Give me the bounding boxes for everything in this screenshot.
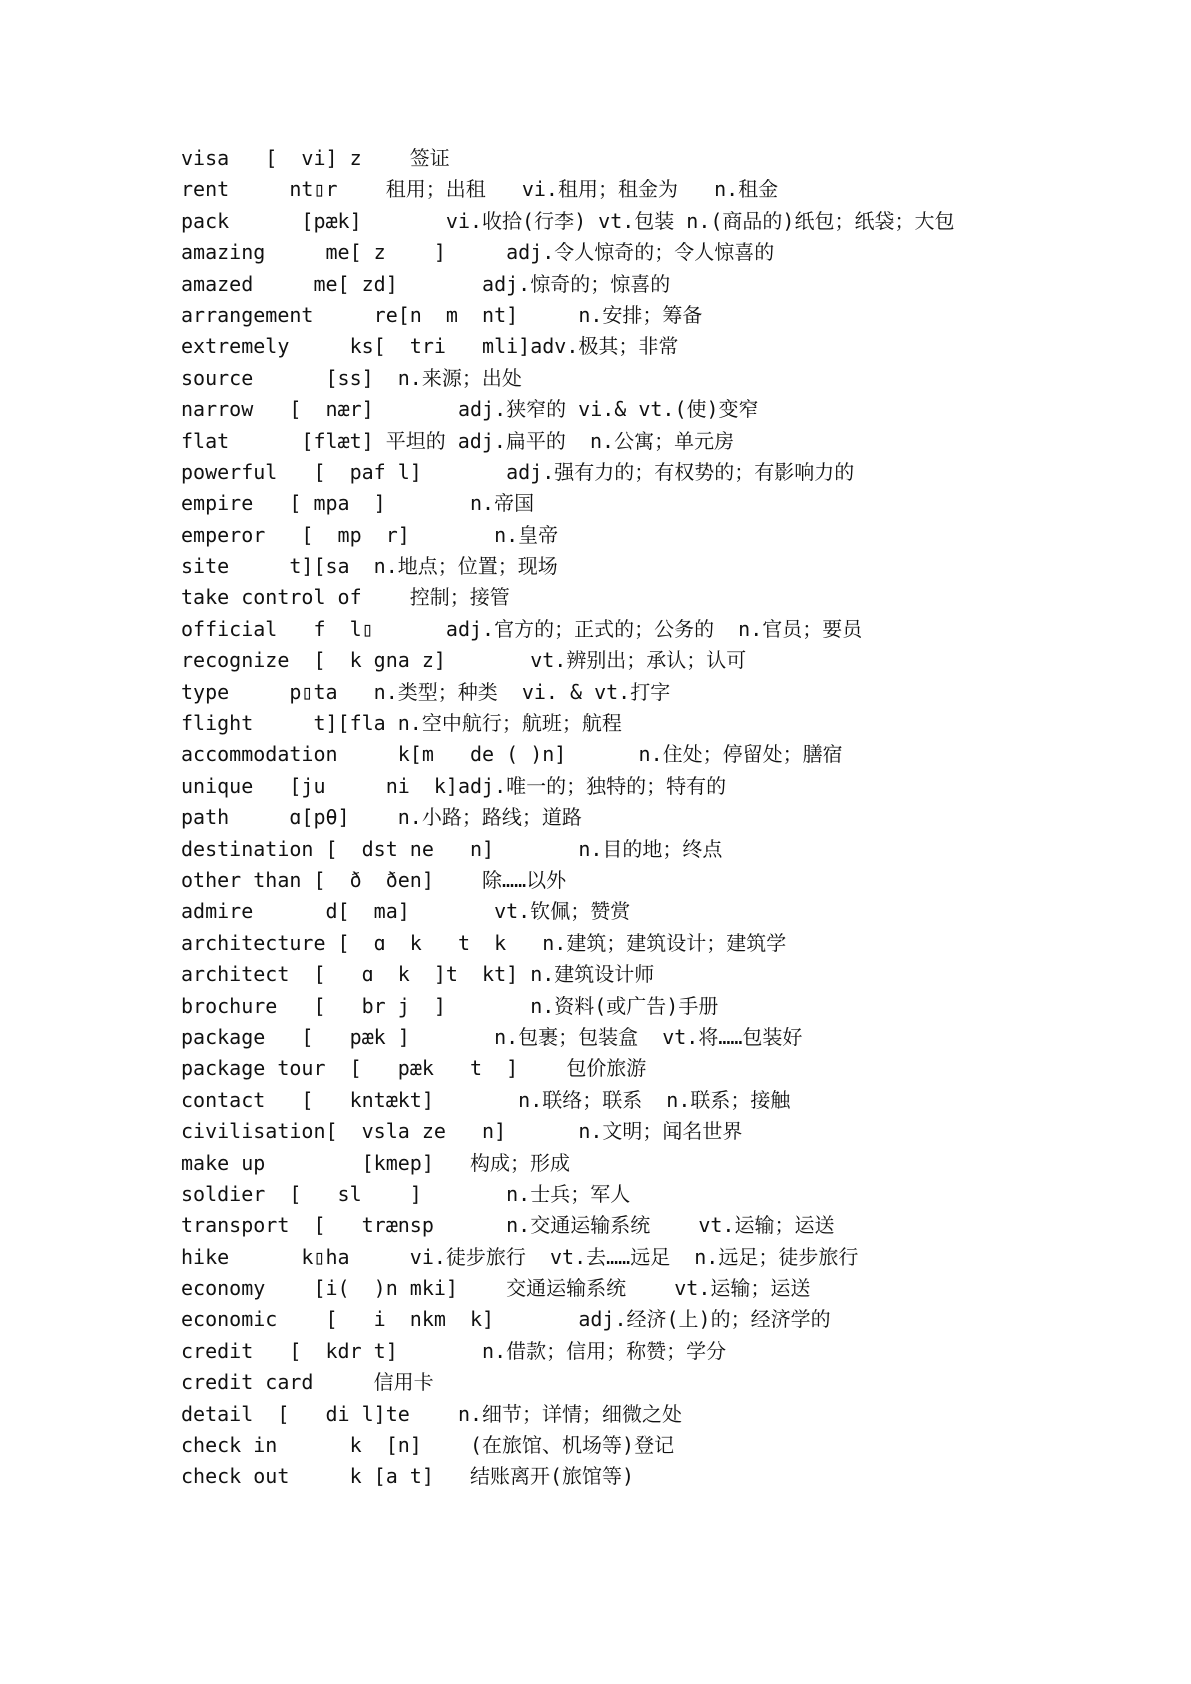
vocab-entry: destination [ dst ne n] n.目的地；终点 (181, 836, 723, 861)
vocab-entry: path ɑ[pθ] n.小路；路线；道路 (181, 805, 582, 830)
vocab-entry: credit card 信用卡 (181, 1370, 434, 1395)
vocab-entry: architect [ ɑ k ]t kt] n.建筑设计师 (181, 962, 655, 987)
vocab-entry: official f l▯ adj.官方的；正式的；公务的 n.官员；要员 (181, 616, 863, 641)
vocab-entry: arrangement re[n m nt] n.安排；筹备 (181, 302, 703, 327)
vocab-entry: package tour [ pæk t ] 包价旅游 (181, 1056, 647, 1081)
vocab-entry: check in k [n] (在旅馆、机场等)登记 (181, 1433, 675, 1458)
vocab-entry: take control of 控制；接管 (181, 585, 510, 610)
vocab-entry: economic [ i nkm k] adj.经济(上)的；经济学的 (181, 1307, 831, 1332)
vocab-entry: flat [flæt] 平坦的 adj.扁平的 n.公寓；单元房 (181, 428, 735, 453)
vocab-entry: type p▯ta n.类型；种类 vi. & vt.打字 (181, 679, 671, 704)
vocab-entry: empire [ mpa ] n.帝国 (181, 491, 535, 516)
vocab-entry: powerful [ paf l] adj.强有力的；有权势的；有影响力的 (181, 459, 855, 484)
vocab-entry: economy [i( )n mki] 交通运输系统 vt.运输；运送 (181, 1276, 811, 1301)
vocab-entry: soldier [ sl ] n.士兵；军人 (181, 1181, 631, 1206)
vocab-entry: transport [ trænsp n.交通运输系统 vt.运输；运送 (181, 1213, 835, 1238)
vocab-entry: narrow [ nær] adj.狭窄的 vi.& vt.(使)变窄 (181, 397, 759, 422)
vocab-entry: emperor [ mp r] n.皇帝 (181, 522, 559, 547)
vocab-entry: credit [ kdr t] n.借款；信用；称赞；学分 (181, 1338, 727, 1363)
vocabulary-list (181, 143, 1141, 1493)
vocab-entry: check out k [a t] 结账离开(旅馆等) (181, 1464, 635, 1489)
vocab-entry: rent nt▯r 租用；出租 vi.租用；租金为 n.租金 (181, 177, 779, 202)
vocab-entry: amazed me[ zd] adj.惊奇的；惊喜的 (181, 271, 671, 296)
vocab-entry: detail [ di l]te n.细节；详情；细微之处 (181, 1401, 683, 1426)
vocab-entry: brochure [ br j ] n.资料(或广告)手册 (181, 993, 719, 1018)
vocab-entry: other than [ ð ðen] 除……以外 (181, 867, 567, 892)
vocab-entry: admire d[ ma] vt.钦佩；赞赏 (181, 899, 631, 924)
vocab-entry: pack [pæk] vi.收拾(行李) vt.包装 n.(商品的)纸包；纸袋；大包 (181, 208, 955, 233)
vocab-entry: source [ss] n.来源；出处 (181, 365, 522, 390)
vocab-entry: visa [ vi] z 签证 (181, 146, 450, 170)
vocab-entry: unique [ju ni k]adj.唯一的；独特的；特有的 (181, 773, 727, 798)
vocab-entry: package [ pæk ] n.包裹；包装盒 vt.将……包装好 (181, 1024, 803, 1049)
vocab-entry: extremely ks[ tri mli]adv.极其；非常 (181, 334, 679, 359)
vocab-entry: hike k▯ha vi.徒步旅行 vt.去……远足 n.远足；徒步旅行 (181, 1244, 859, 1269)
vocab-entry: make up [kmep] 构成；形成 (181, 1150, 570, 1175)
vocab-entry: civilisation[ vsla ze n] n.文明；闻名世界 (181, 1119, 743, 1144)
vocab-entry: accommodation k[m de ( )n] n.住处；停留处；膳宿 (181, 742, 843, 767)
vocab-entry: recognize [ k gna z] vt.辨别出；承认；认可 (181, 648, 747, 673)
vocab-entry: contact [ kntækt] n.联络；联系 n.联系；接触 (181, 1087, 791, 1112)
vocab-entry: site t][sa n.地点；位置；现场 (181, 554, 558, 579)
vocab-entry: amazing me[ z ] adj.令人惊奇的；令人惊喜的 (181, 240, 775, 265)
vocab-entry: flight t][fla n.空中航行；航班；航程 (181, 711, 622, 736)
vocab-entry: architecture [ ɑ k t k n.建筑；建筑设计；建筑学 (181, 930, 787, 955)
